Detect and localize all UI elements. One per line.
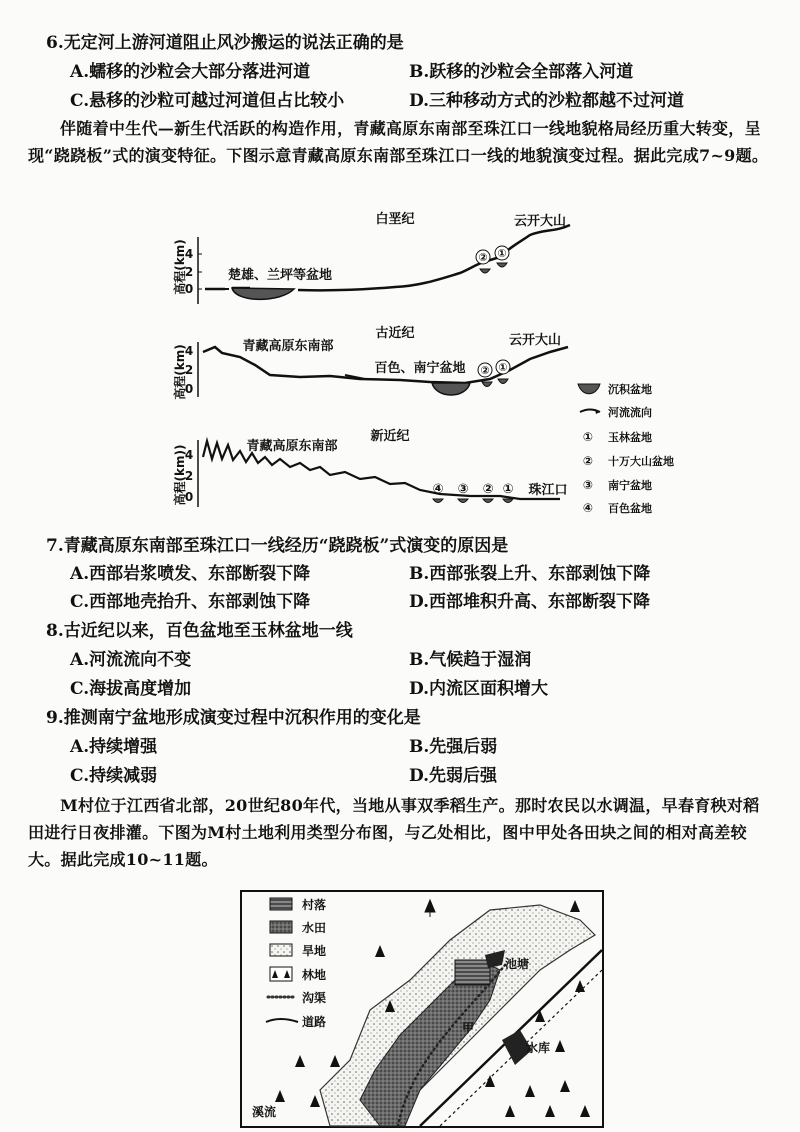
- figure1-legend: [578, 382, 674, 515]
- passage-10-11: M村位于江西省北部，20世纪80年代，当地从事双季稻生产。那时农民以水调温，早春育秧对稻田进行日夜排灌。下图为M村土地利用类型分布图，与乙处相比，图中甲处各田块之间的相对高差较大。据此完成10~11题。: [28, 796, 760, 869]
- map-label-pond: 池塘: [505, 957, 530, 971]
- passage-7-9: 伴随着中生代—新生代活跃的构造作用，青藏高原东南部至珠江口一线地貌格局经历重大转变，呈现“跷跷板”式的演变特征。下图示意青藏高原东南部至珠江口一线的地貌演变过程。据此完成7~9题。: [28, 119, 769, 165]
- q8-option-b: B.气候趋于湿润: [409, 650, 532, 670]
- svg-text:0: 0: [184, 490, 194, 504]
- panel3-mouth: 珠江口: [528, 483, 568, 498]
- svg-text:2: 2: [184, 265, 194, 279]
- svg-text:0: 0: [184, 382, 194, 396]
- q7-option-c: C.西部地壳抬升、东部剥蚀下降: [70, 592, 311, 612]
- q8-option-c: C.海拔高度增加: [70, 679, 192, 699]
- q9-stem: 9.推测南宁盆地形成演变过程中沉积作用的变化是: [46, 708, 421, 728]
- q6-option-a: A.蠕移的沙粒会大部分落进河道: [70, 62, 311, 82]
- svg-text:②: ②: [480, 364, 490, 377]
- svg-text:①: ①: [497, 247, 507, 260]
- svg-text:②: ②: [478, 251, 488, 264]
- panel3-plateau: 青藏高原东南部: [246, 439, 338, 454]
- q7-stem: 7.青藏高原东南部至珠江口一线经历“跷跷板”式演变的原因是: [46, 536, 509, 556]
- panel2-mountain: 云开大山: [508, 333, 562, 348]
- panel3-ylabel: 高程(km)): [173, 444, 187, 506]
- q9-option-c: C.持续减弱: [70, 766, 158, 786]
- panel-cretaceous: [172, 211, 570, 304]
- map-label-reservoir: 水库: [526, 1041, 551, 1055]
- q9-option-a: A.持续增强: [70, 737, 158, 757]
- panel2-ylabel: 高程(km): [173, 344, 187, 400]
- svg-text:4: 4: [184, 448, 194, 462]
- svg-text:河流流向: 河流流向: [608, 406, 652, 419]
- svg-text:玉林盆地: 玉林盆地: [608, 431, 652, 444]
- svg-text:道路: 道路: [302, 1015, 327, 1029]
- svg-text:0: 0: [184, 282, 194, 296]
- q6-option-b: B.跃移的沙粒会全部落入河道: [409, 62, 634, 82]
- panel1-mountain: 云开大山: [513, 214, 567, 229]
- q7-option-d: D.西部堆积升高、东部断裂下降: [409, 592, 651, 612]
- landform-evolution-figure: [0, 207, 800, 527]
- svg-text:村落: 村落: [302, 898, 327, 912]
- svg-text:百色盆地: 百色盆地: [608, 502, 652, 515]
- svg-text:水田: 水田: [302, 921, 327, 935]
- q6-stem: 6.无定河上游河道阻止风沙搬运的说法正确的是: [46, 33, 404, 53]
- svg-text:①: ①: [582, 430, 594, 444]
- q7-option-b: B.西部张裂上升、东部剥蚀下降: [409, 564, 651, 584]
- q7-option-a: A.西部岩浆喷发、东部断裂下降: [70, 564, 311, 584]
- svg-text:③: ③: [582, 478, 594, 492]
- q9-option-b: B.先强后弱: [409, 737, 498, 757]
- q6-option-d: D.三种移动方式的沙粒都越不过河道: [409, 91, 685, 111]
- svg-text:2: 2: [184, 363, 194, 377]
- panel-neogene: [172, 428, 568, 507]
- svg-text:④: ④: [582, 501, 594, 515]
- svg-text:②: ②: [482, 482, 494, 497]
- panel-paleogene: [172, 325, 568, 400]
- map-label-jia: 甲: [462, 1021, 475, 1035]
- q8-option-a: A.河流流向不变: [70, 650, 192, 670]
- svg-text:③: ③: [457, 482, 469, 497]
- panel1-title: 白垩纪: [375, 212, 415, 227]
- svg-text:沉积盆地: 沉积盆地: [608, 383, 652, 396]
- panel2-title: 古近纪: [375, 326, 415, 341]
- q9-option-d: D.先弱后强: [409, 766, 498, 786]
- svg-text:2: 2: [184, 469, 194, 483]
- svg-text:4: 4: [184, 344, 194, 358]
- map-label-stream: 溪流: [252, 1105, 277, 1119]
- svg-text:沟渠: 沟渠: [302, 991, 327, 1005]
- svg-text:①: ①: [498, 361, 508, 374]
- svg-text:十万大山盆地: 十万大山盆地: [608, 455, 674, 468]
- q6-option-c: C.悬移的沙粒可越过河道但占比较小: [70, 91, 345, 111]
- land-use-map: [240, 890, 604, 1128]
- q8-option-d: D.内流区面积增大: [409, 679, 549, 699]
- panel2-basin-label: 百色、南宁盆地: [374, 361, 466, 376]
- svg-text:②: ②: [582, 454, 594, 468]
- svg-text:④: ④: [432, 482, 444, 497]
- panel3-title: 新近纪: [370, 429, 410, 444]
- panel1-basin-label: 楚雄、兰坪等盆地: [227, 268, 333, 283]
- svg-text:旱地: 旱地: [302, 944, 327, 958]
- q8-stem: 8.古近纪以来，百色盆地至玉林盆地一线: [46, 621, 353, 641]
- svg-text:南宁盆地: 南宁盆地: [608, 479, 652, 492]
- panel2-plateau: 青藏高原东南部: [242, 339, 334, 354]
- svg-text:林地: 林地: [302, 968, 327, 982]
- panel1-ylabel: 高程(km): [173, 239, 187, 295]
- svg-text:4: 4: [184, 247, 194, 261]
- svg-text:①: ①: [502, 482, 514, 497]
